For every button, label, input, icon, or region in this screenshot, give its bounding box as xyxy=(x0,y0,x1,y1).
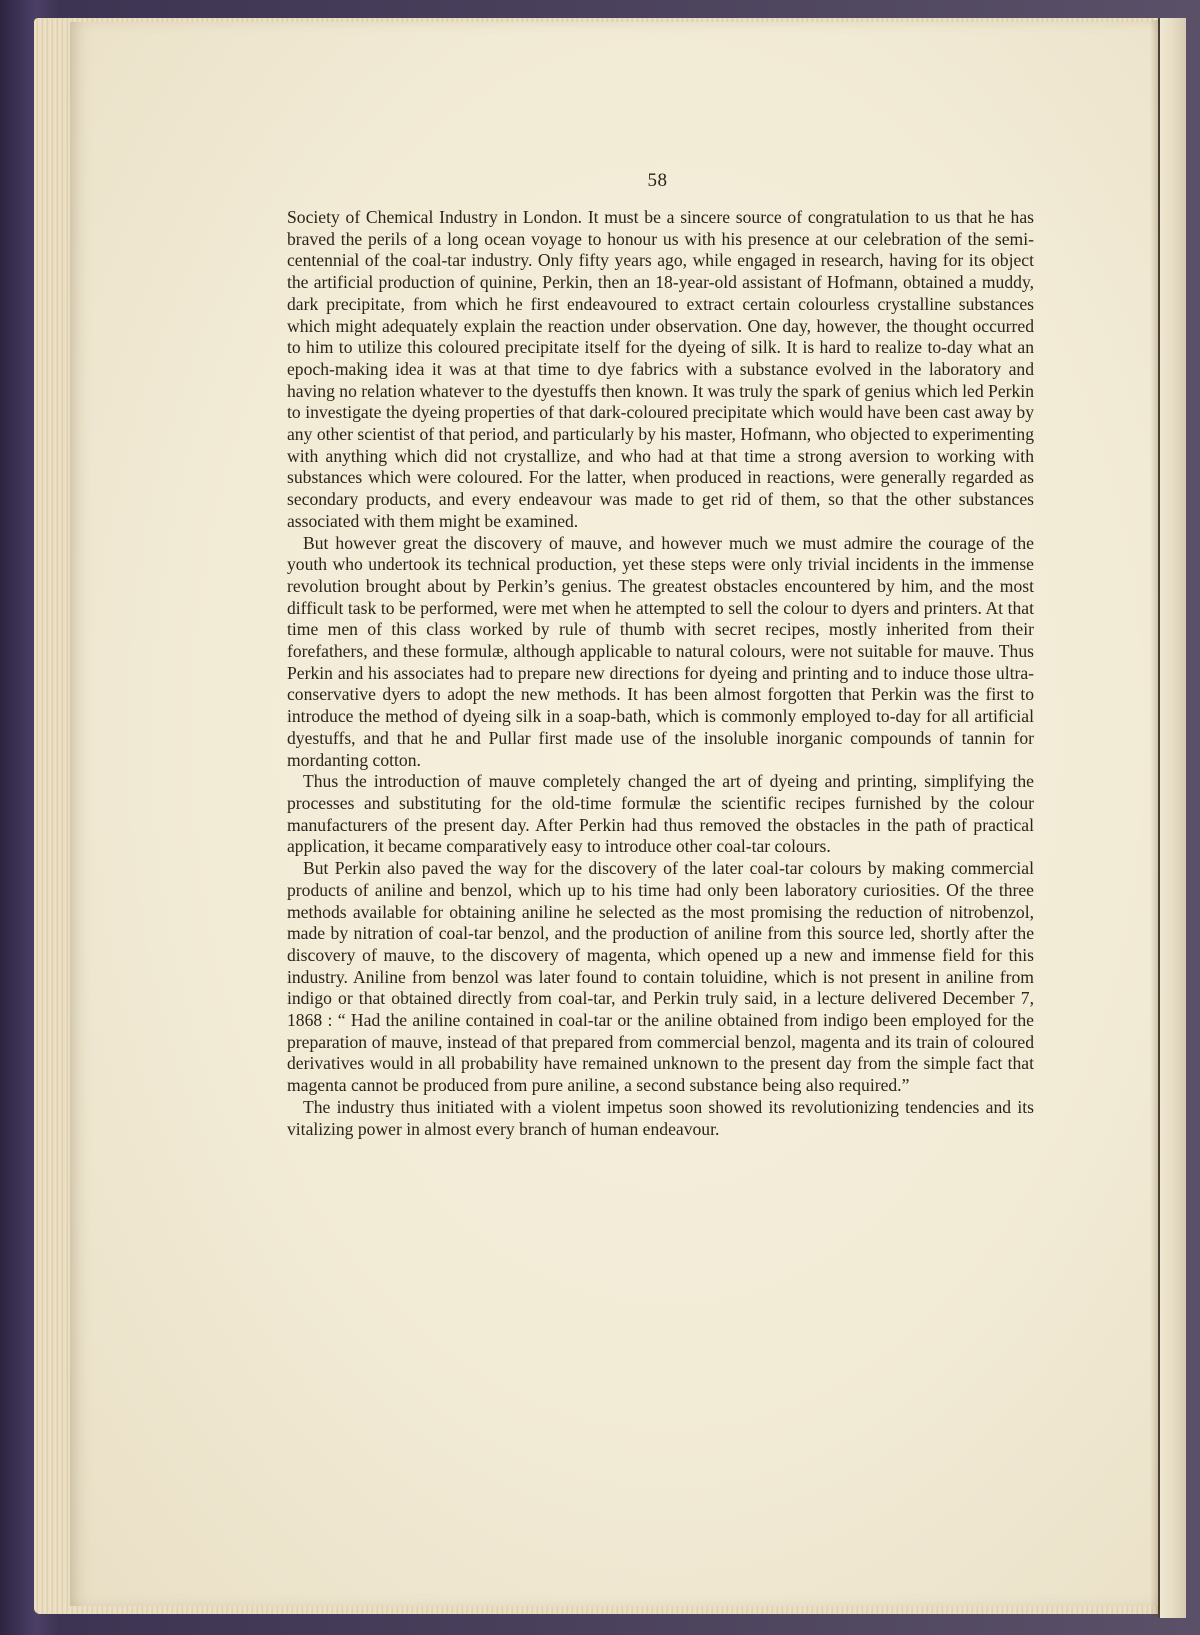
page-number: 58 xyxy=(647,170,668,191)
paragraph: Thus the introduction of mauve completely changed the art of dyeing and printing, simplifying the processes and substituting for the old-time formulæ the scientific recipes furnished by the colour manufacturers of the present day. After Perkin had thus removed the obstacles in the path of practical application, it became comparatively easy to introduce other coal-tar colours. xyxy=(287,771,1034,857)
paragraph: But however great the discovery of mauve, and however much we must admire the courage of the youth who undertook its technical production, yet these steps were only trivial incidents in the immense revolution brought about by Perkin’s genius. The greatest obstacles encountered by him, and the most difficult task to be performed, were met when he attempted to sell the colour to dyers and printers. At that time men of this class worked by rule of thumb with secret recipes, mostly inherited from their forefathers, and these formulæ, although applicable to natural colours, were not suitable for mauve. Thus Perkin and his associates had to prepare new directions for dyeing and printing and to induce those ultra-conservative dyers to adopt the new methods. It has been almost forgotten that Perkin was the first to introduce the method of dyeing silk in a soap-bath, which is commonly employed to-day for all artificial dyestuffs, and that he and Pullar first made use of the insoluble inorganic compounds of tannin for mordanting cotton. xyxy=(287,532,1034,770)
paragraph: But Perkin also paved the way for the discovery of the later coal-tar colours by making commercial products of aniline and benzol, which up to his time had only been laboratory curiosities. Of the three methods available for obtaining aniline he selected as the most promising the reduction of nitrobenzol, made by nitration of coal-tar benzol, and the production of aniline from this source led, shortly after the discovery of mauve, to the discovery of magenta, which opened up a new and immense field for this industry. Aniline from benzol was later found to contain toluidine, which is not present in aniline from indigo or that obtained directly from coal-tar, and Perkin truly said, in a lecture delivered December 7, 1868 : “ Had the aniline contained in coal-tar or the aniline obtained from indigo been employed for the preparation of mauve, instead of that prepared from commercial benzol, magenta and its train of coloured derivatives would in all probability have remained unknown to the present day from the simple fact that magenta cannot be produced from pure aniline, a second substance being also required.” xyxy=(287,858,1034,1096)
paragraph: The industry thus initiated with a violent impetus soon showed its revolutionizing tendencies and its vitalizing power in almost every branch of human endeavour. xyxy=(287,1096,1034,1139)
facing-page-edge xyxy=(1158,18,1186,1618)
spine-shadow xyxy=(1150,20,1160,1616)
paragraph: Society of Chemical Industry in London. It must be a sincere source of congratulation to us that he has braved the perils of a long ocean voyage to honour us with his presence at our celebration of the semi-centennial of the coal-tar industry. Only fifty years ago, while engaged in research, having for its object the artificial production of quinine, Perkin, then an 18-year-old assistant of Hofmann, obtained a muddy, dark precipitate, from which he first endeavoured to extract certain colourless crystalline substances which might adequately explain the reaction under observation. One day, however, the thought occurred to him to utilize this coloured precipitate itself for the dyeing of silk. It is hard to realize to-day what an epoch-making idea it was at that time to dye fabrics with a substance evolved in the laboratory and having no relation whatever to the dyestuffs then known. It was truly the spark of genius which led Perkin to investigate the dyeing properties of that dark-coloured precipitate which would have been cast away by any other scientist of that period, and particularly by his master, Hofmann, who objected to experimenting with anything which did not crystallize, and who had at that time a strong aversion to working with substances which were coloured. For the latter, when produced in reactions, were generally regarded as secondary products, and every endeavour was made to get rid of them, so that the other substances associated with them might be examined. xyxy=(287,207,1034,531)
body-text xyxy=(287,207,1034,1140)
